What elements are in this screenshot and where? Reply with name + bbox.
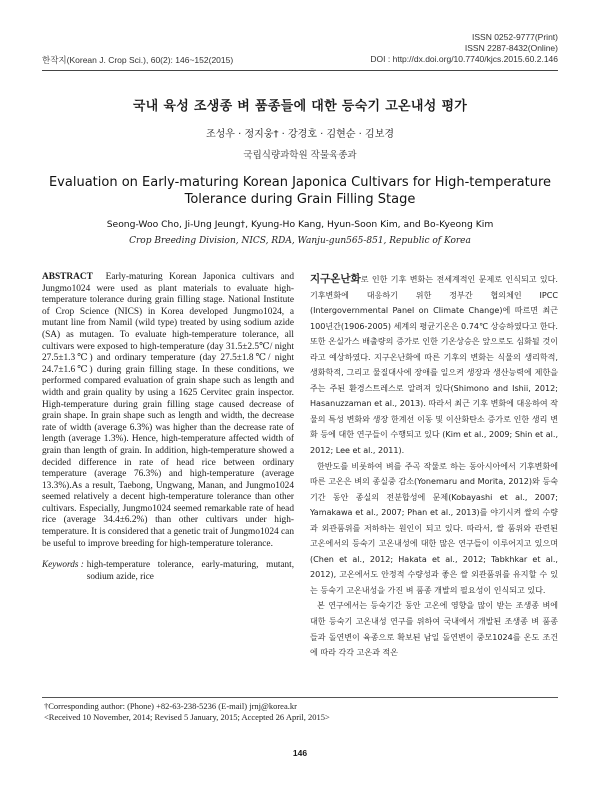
received-dates: <Received 10 November, 2014; Revised 5 January, 2015; Accepted 26 April, 2015>	[44, 712, 330, 722]
abstract-paragraph	[42, 272, 294, 550]
journal-citation: 한작지(Korean J. Crop Sci.), 60(2): 146~152(2015)	[42, 55, 234, 65]
korean-affiliation: 국립식량과학원 작물육종과	[243, 150, 357, 161]
english-affiliation: Crop Breeding Division, NICS, RDA, Wanju-gun565-851, Republic of Korea	[129, 236, 471, 246]
english-title	[40, 174, 560, 208]
lead-word: 지구온난화	[310, 273, 361, 285]
english-title-line-1: Evaluation on Early-maturing Korean Japonica Cultivars for High-temperature	[48, 175, 552, 190]
keywords	[42, 559, 294, 582]
issn-online: ISSN 2287-8432(Online)	[464, 43, 558, 53]
keywords-label: Keywords :	[42, 559, 84, 570]
body-paragraph-3: 본 연구에서는 등숙기간 동안 고온에 영향을 많이 받는 조생종 벼에 대한 등숙기 고온내성 연구를 위하여 국내에서 개발된 조생종 벼 품종들과 돌연변이 육종으로 확보된 남일 돌연변이 중모1024를 온도 조건에 따라 각각 고온과 적온	[310, 601, 558, 658]
body-column	[310, 272, 558, 661]
header-rule	[42, 70, 558, 71]
korean-authors: 조성우 · 정지웅† · 강경호 · 김현순 · 김보경	[205, 129, 395, 140]
corresponding-author: †Corresponding author: (Phone) +82-63-238-5236 (E-mail) jrnj@korea.kr	[44, 701, 297, 711]
issn-print: ISSN 0252-9777(Print)	[472, 32, 558, 42]
abstract-column	[42, 272, 294, 582]
body-paragraph-2: 한반도를 비롯하여 벼를 주곡 작물로 하는 동아시아에서 기후변화에 따른 고온은 벼의 종실중 감소(Yonemaru and Morita, 2012)와 등숙기간 동안 종실의 전분합성에 문제(Kobayashi et al., 2007; Yamakawa et al., 2007; Phan et al., 2013)를 야기시켜 쌀의 수량과 외관품위를 저하하는 원인이 되고 있다. 따라서, 쌀 품위와 관련된 고온에서의 등숙기 고온내성에 대한 많은 연구들이 이루어지고 있으며(Chen et al., 2012; Hakata et al., 2012; Tabkhkar et al., 2012), 고온에서도 안정적 수량성과 좋은 쌀 외관품위를 유지할 수 있는 등숙기 고온내성을 가진 벼 품종 개발의 필요성이 인식되고 있다.	[310, 461, 558, 595]
journal-identifiers	[370, 32, 558, 65]
body-paragraph-1-text: 로 인한 기후 변화는 전세계적인 문제로 인식되고 있다. 기후변화에 대응하기 위한 정부간 협의체인 IPCC (Intergovernmental Panel on Climate Change)에 따르면 최근 100년간(1906-2005) 세계의 평균기온은 0.74℃ 상승하였다고 한다. 또한 온실가스 배출량의 증가로 인한 기온상승은 앞으로도 심화될 것이라고 예상하였다. 지구온난화에 따른 기후의 변화는 식물의 생리학적, 생화학적, 그리고 물질대사에 장애를 일으켜 생장과 생산능력에 제한을 주는 주된 환경스트레스로 알려져 있다(Shimono and Ishii, 2012; Hasanuzzaman et al., 2013). 따라서 최근 기후 변화에 대응하여 작물의 특성 변화와 생장 한계선 이동 및 이산화탄소 증가로 인한 생리 변화 등에 대한 연구들이 수행되고 있다 (Kim et al., 2009; Shin et al., 2012; Lee et al., 2011).	[310, 275, 558, 456]
footnote	[44, 701, 560, 723]
english-title-line-2: Tolerance during Grain Filling Stage	[184, 192, 416, 207]
body-paragraph-1	[310, 272, 558, 459]
page-number: 146	[292, 748, 308, 758]
korean-title: 국내 육성 조생종 벼 품종들에 대한 등숙기 고온내성 평가	[132, 99, 468, 114]
english-authors: Seong-Woo Cho, Ji-Ung Jeung†, Kyung-Ho Kang, Hyun-Soon Kim, and Bo-Kyeong Kim	[106, 219, 494, 230]
footnote-rule	[42, 697, 558, 698]
keywords-list: high-temperature tolerance, early-maturing, mutant, sodium azide, rice	[86, 559, 294, 581]
doi-link[interactable]: DOI : http://dx.doi.org/10.7740/kjcs.2015.60.2.146	[370, 54, 558, 64]
abstract-label: ABSTRACT	[42, 272, 93, 282]
abstract-text: Early-maturing Korean Japonica cultivars and Jungmo1024 were used as plant materials to evaluate high-temperature tolerance during grain filling stage. National Institute of Crop Science (NICS) in Korea developed Jungmo1024, a mutant line from Namil (wild type) treated by using sodium azide (SA) as mutagen. To evaluate high-temperature tolerance, all cultivars were exposed to high-temperature (day 31.5±2.5℃/ night 27.5±1.3℃) and ordinary temperature (day 27.5±1.8℃/ night 24.7±1.6℃) during grain filling stage. In these conditions, we performed compared evaluation of grain shape such as length and width and grain quality by using a 1625 Cervitec grain inspector. High-temperature during grain filling stage caused decrease of grain shape. In grain shape such as length and width, the decrease rate of width (average 6.3%) was higher than the decrease rate of length (average 1.3%). Hence, high-temperature affected width of grain than length of grain. In addition, high-temperature showed a decided difference in rate of head rice between ordinary temperature (average 76.3%) and high-temperature (average 13.3%).As a result, Taebong, Ungwang, Manan, and Jungmo1024 seemed relatively a decent high-temperature tolerance than other cultivars. Especially, Jungmo1024 seemed remarkable rate of head rice (average 34.4±6.2%) than other cultivars under high-temperature. It is considered that a genetic trait of Jungmo1024 can be useful to improve breeding for high-temperature tolerance.	[42, 272, 295, 549]
